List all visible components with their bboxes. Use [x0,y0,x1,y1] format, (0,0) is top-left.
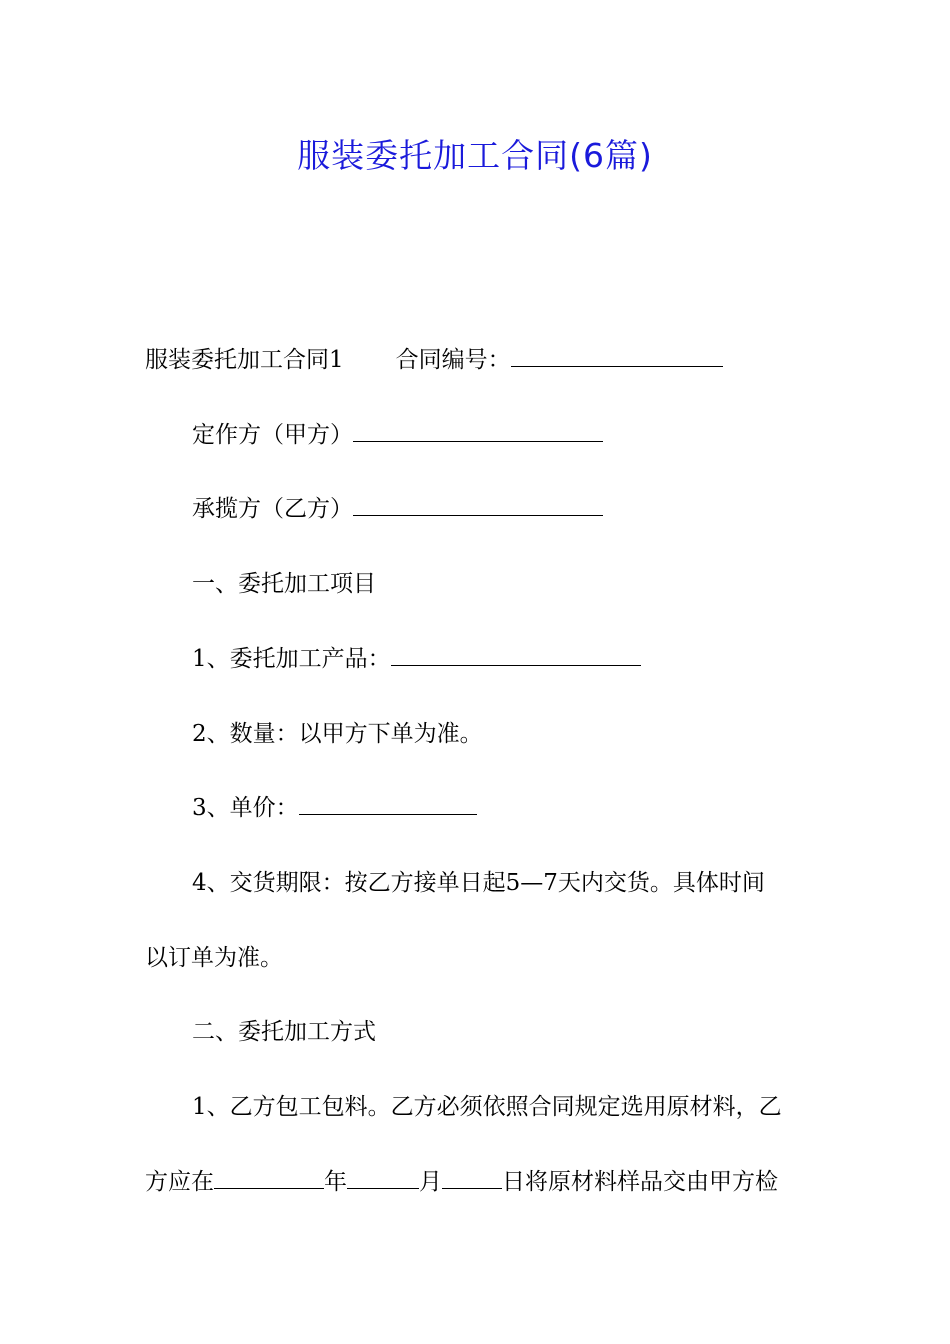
year-blank [214,1170,324,1189]
text-fragment: 日将原材料样品交由甲方检 [502,1169,778,1195]
text-fragment: 方应在 [145,1169,214,1195]
month-label: 月 [419,1169,442,1195]
document-title: 服装委托加工合同(6篇) [297,136,653,175]
month-blank [347,1170,419,1189]
contract-no-blank [511,348,723,367]
party-b-label: 承揽方（乙方） [192,496,353,522]
section1-item4-line1: 4、交货期限：按乙方接单日起5—7天内交货。具体时间 [192,870,765,896]
party-a-line [192,420,603,450]
section1-item1-line [192,644,641,674]
section2-item1-line2 [145,1167,778,1197]
party-a-label: 定作方（甲方） [192,422,353,448]
section1-item2: 2、数量：以甲方下单为准。 [192,721,483,747]
contract-no-label: 合同编号： [395,347,511,373]
section1-item1-label: 1、委托加工产品： [192,646,391,672]
section1-item3-label: 3、单价： [192,795,299,821]
section1-item4-line2: 以订单为准。 [145,945,283,971]
contract-header-line [145,345,723,375]
product-blank [391,647,641,666]
contract-heading: 服装委托加工合同1 [145,347,344,373]
party-b-line [192,494,603,524]
party-a-blank [353,423,603,442]
day-blank [442,1170,502,1189]
party-b-blank [353,497,603,516]
section1-item3-line [192,793,477,823]
section2-heading: 二、委托加工方式 [192,1019,376,1045]
section1-heading: 一、委托加工项目 [192,571,376,597]
year-label: 年 [324,1169,347,1195]
unit-price-blank [299,796,477,815]
section2-item1-line1: 1、乙方包工包料。乙方必须依照合同规定选用原材料，乙 [192,1094,782,1120]
